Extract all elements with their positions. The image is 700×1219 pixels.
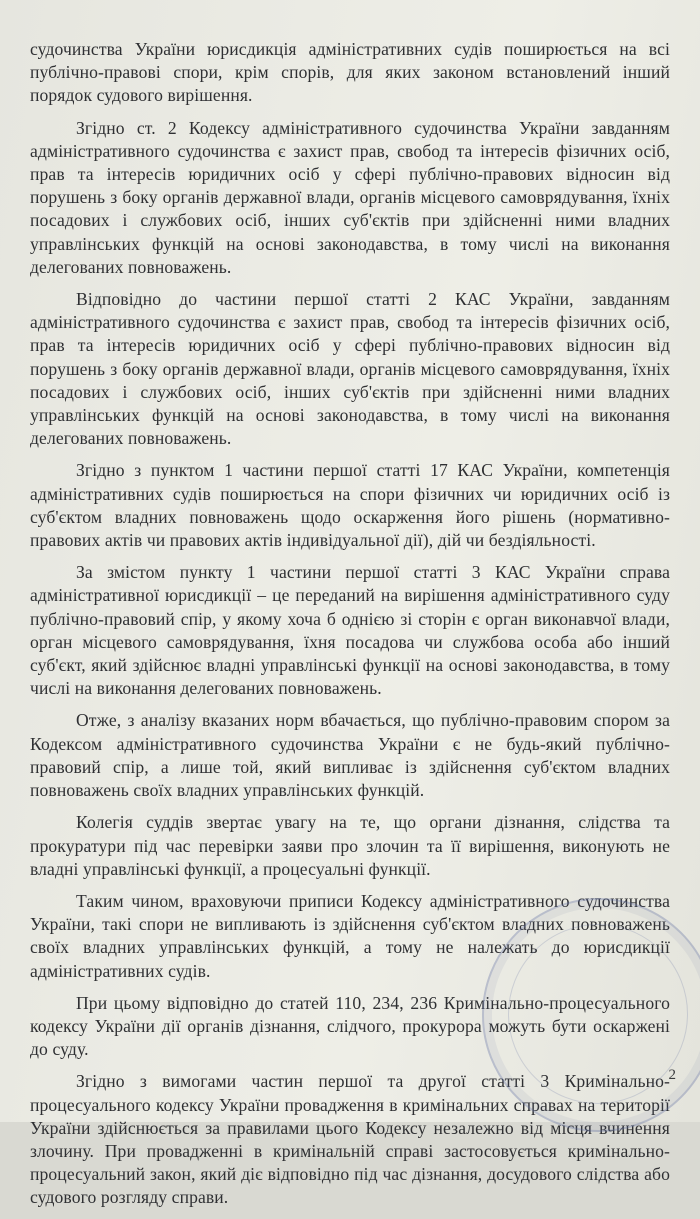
paragraph-4: Згідно з пунктом 1 частини першої статті 17 КАС України, компетенція адміністративних судів поширюється на спори фізичних чи юридичних осіб із суб'єктом владних повноважень щодо оскарження його рішень (нормативно-правових актів чи правових актів індивідуальної дії), дій чи бездіяльності. [30, 460, 670, 551]
paragraph-9: При цьому відповідно до статей 110, 234, 236 Кримінально-процесуального кодексу України дії органів дізнання, слідчого, прокурора можуть бути оскаржені до суду. [30, 992, 670, 1060]
page-number: 2 [668, 1067, 676, 1083]
paragraph-6: Отже, з аналізу вказаних норм вбачається, що публічно-правовим спором за Кодексом адміністративного судочинства України є не будь-який публічно-правовий спір, а лише той, який випливає із здійснення суб'єктом владних повноважень своїх владних управлінських функцій. [30, 710, 670, 801]
paragraph-10: Згідно з вимогами частин першої та другої статті 3 Кримінально-процесуального кодексу України провадження в кримінальних справах на території України здійснюється за правилами цього Кодексу незалежно від місця вчинення злочину. При провадженні в кримінальній справі застосовується кримінально-процесуальний закон, який діє відповідно під час дізнання, досудового слідства або судового розгляду справи. [30, 1071, 670, 1208]
paragraph-5: За змістом пункту 1 частини першої статті 3 КАС України справа адміністративної юрисдикції – це переданий на вирішення адміністративного суду публічно-правовий спір, у якому хоча б однією зі сторін є орган виконавчої влади, орган місцевого самоврядування, їхня посадова чи службова особа або інший суб'єкт, який здійснює владні управлінські функції на основі законодавства, в тому числі на виконання делегованих повноважень. [30, 562, 670, 699]
document-body [30, 38, 670, 1219]
paragraph-2: Згідно ст. 2 Кодексу адміністративного судочинства України завданням адміністративного судочинства є захист прав, свобод та інтересів фізичних осіб, прав та інтересів юридичних осіб у сфері публічно-правових відносин від порушень з боку органів державної влади, органів місцевого самоврядування, їхніх посадових і службових осіб, інших суб'єктів при здійсненні ними владних управлінських функцій на основі законодавства, в тому числі на виконання делегованих повноважень. [30, 117, 670, 277]
paragraph-8: Таким чином, враховуючи приписи Кодексу адміністративного судочинства України, такі спори не випливають із здійснення суб'єктом владних повноважень своїх владних управлінських функцій, а тому не належать до юрисдикції адміністративних судів. [30, 890, 670, 981]
paragraph-7: Колегія суддів звертає увагу на те, що органи дізнання, слідства та прокуратури під час перевірки заяви про злочин та її вирішення, виконують не владні управлінські функції, а процесуальні функції. [30, 812, 670, 879]
paragraph-1: судочинства України юрисдикція адміністративних судів поширюється на всі публічно-правові спори, крім спорів, для яких законом встановлений інший порядок судового вирішення. [30, 39, 670, 106]
paragraph-3: Відповідно до частини першої статті 2 КАС України, завданням адміністративного судочинства є захист прав, свобод та інтересів фізичних осіб, прав та інтересів юридичних осіб у сфері публічно-правових відносин від порушень з боку органів державної влади, органів місцевого самоврядування, їхніх посадових і службових осіб, інших суб'єктів при здійсненні ними владних управлінських функцій на основі законодавства, в тому числі на виконання делегованих повноважень. [30, 289, 670, 449]
